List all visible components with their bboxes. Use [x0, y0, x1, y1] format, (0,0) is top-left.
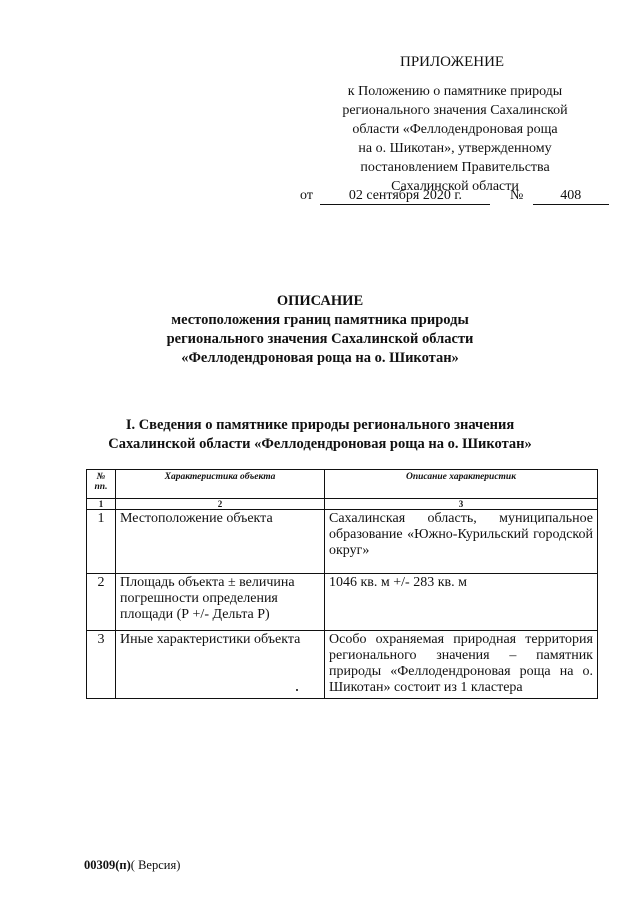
section-title — [60, 416, 580, 454]
header-number: № пп. — [87, 470, 116, 499]
document-heading: ОПИСАНИЕ — [276, 293, 364, 309]
row-description: Сахалинская область, муниципальное образование «Южно-Курильский городской округ» — [325, 510, 598, 574]
row-characteristic: Местоположение объекта — [116, 510, 325, 574]
appendix-line: области «Феллодендроновая роща — [352, 122, 558, 137]
column-number: 2 — [116, 499, 325, 510]
document-title-line: местоположения границ памятника природы — [171, 312, 469, 328]
row-description: Особо охраняемая природная территория регионального значения – памятник природы «Феллодендроновая роща на о. Шикотан» состоит из 1 кластера — [325, 631, 598, 699]
row-characteristic: Площадь объекта ± величина погрешности определения площади (Р +/- Дельта Р) — [116, 574, 325, 631]
number-label: № — [509, 188, 524, 203]
table-row — [87, 510, 598, 574]
footer-code — [84, 858, 180, 873]
section-title-line: Сахалинской области «Феллодендроновая роща на о. Шикотан» — [108, 436, 532, 452]
table-header-row — [87, 470, 598, 499]
document-title-line: регионального значения Сахалинской области — [166, 331, 474, 347]
row-number: 1 — [87, 510, 116, 574]
row-number: 2 — [87, 574, 116, 631]
resolution-date: 02 сентября 2020 г. — [320, 188, 490, 205]
section-title-line: I. Сведения о памятнике природы регионального значения — [125, 417, 515, 433]
row-characteristic: Иные характеристики объекта — [116, 631, 325, 699]
row-description: 1046 кв. м +/- 283 кв. м — [325, 574, 598, 631]
column-number-row — [87, 499, 598, 510]
document-title — [80, 292, 560, 368]
date-prefix: от — [300, 188, 313, 203]
table-row — [87, 631, 598, 699]
footer-code-number: 00309(п) — [84, 858, 131, 872]
document-title-line: «Феллодендроновая роща на о. Шикотан» — [181, 350, 459, 366]
footer-code-suffix: ( Версия) — [130, 858, 181, 872]
appendix-line: постановлением Правительства — [360, 160, 550, 175]
appendix-line: Сахалинской области — [391, 179, 519, 194]
appendix-reference — [300, 82, 610, 196]
appendix-title: ПРИЛОЖЕНИЕ — [400, 54, 505, 70]
resolution-date-line — [300, 188, 610, 205]
scan-speck — [296, 689, 298, 691]
appendix-line: к Положению о памятнике природы — [347, 84, 563, 99]
appendix-line: регионального значения Сахалинской — [342, 103, 568, 118]
header-description: Описание характеристик — [325, 470, 598, 499]
row-number: 3 — [87, 631, 116, 699]
table-row — [87, 574, 598, 631]
header-characteristic: Характеристика объекта — [116, 470, 325, 499]
column-number: 1 — [87, 499, 116, 510]
appendix-line: на о. Шикотан», утвержденному — [358, 141, 552, 156]
column-number: 3 — [325, 499, 598, 510]
resolution-number: 408 — [533, 188, 609, 205]
object-info-table — [86, 469, 598, 699]
